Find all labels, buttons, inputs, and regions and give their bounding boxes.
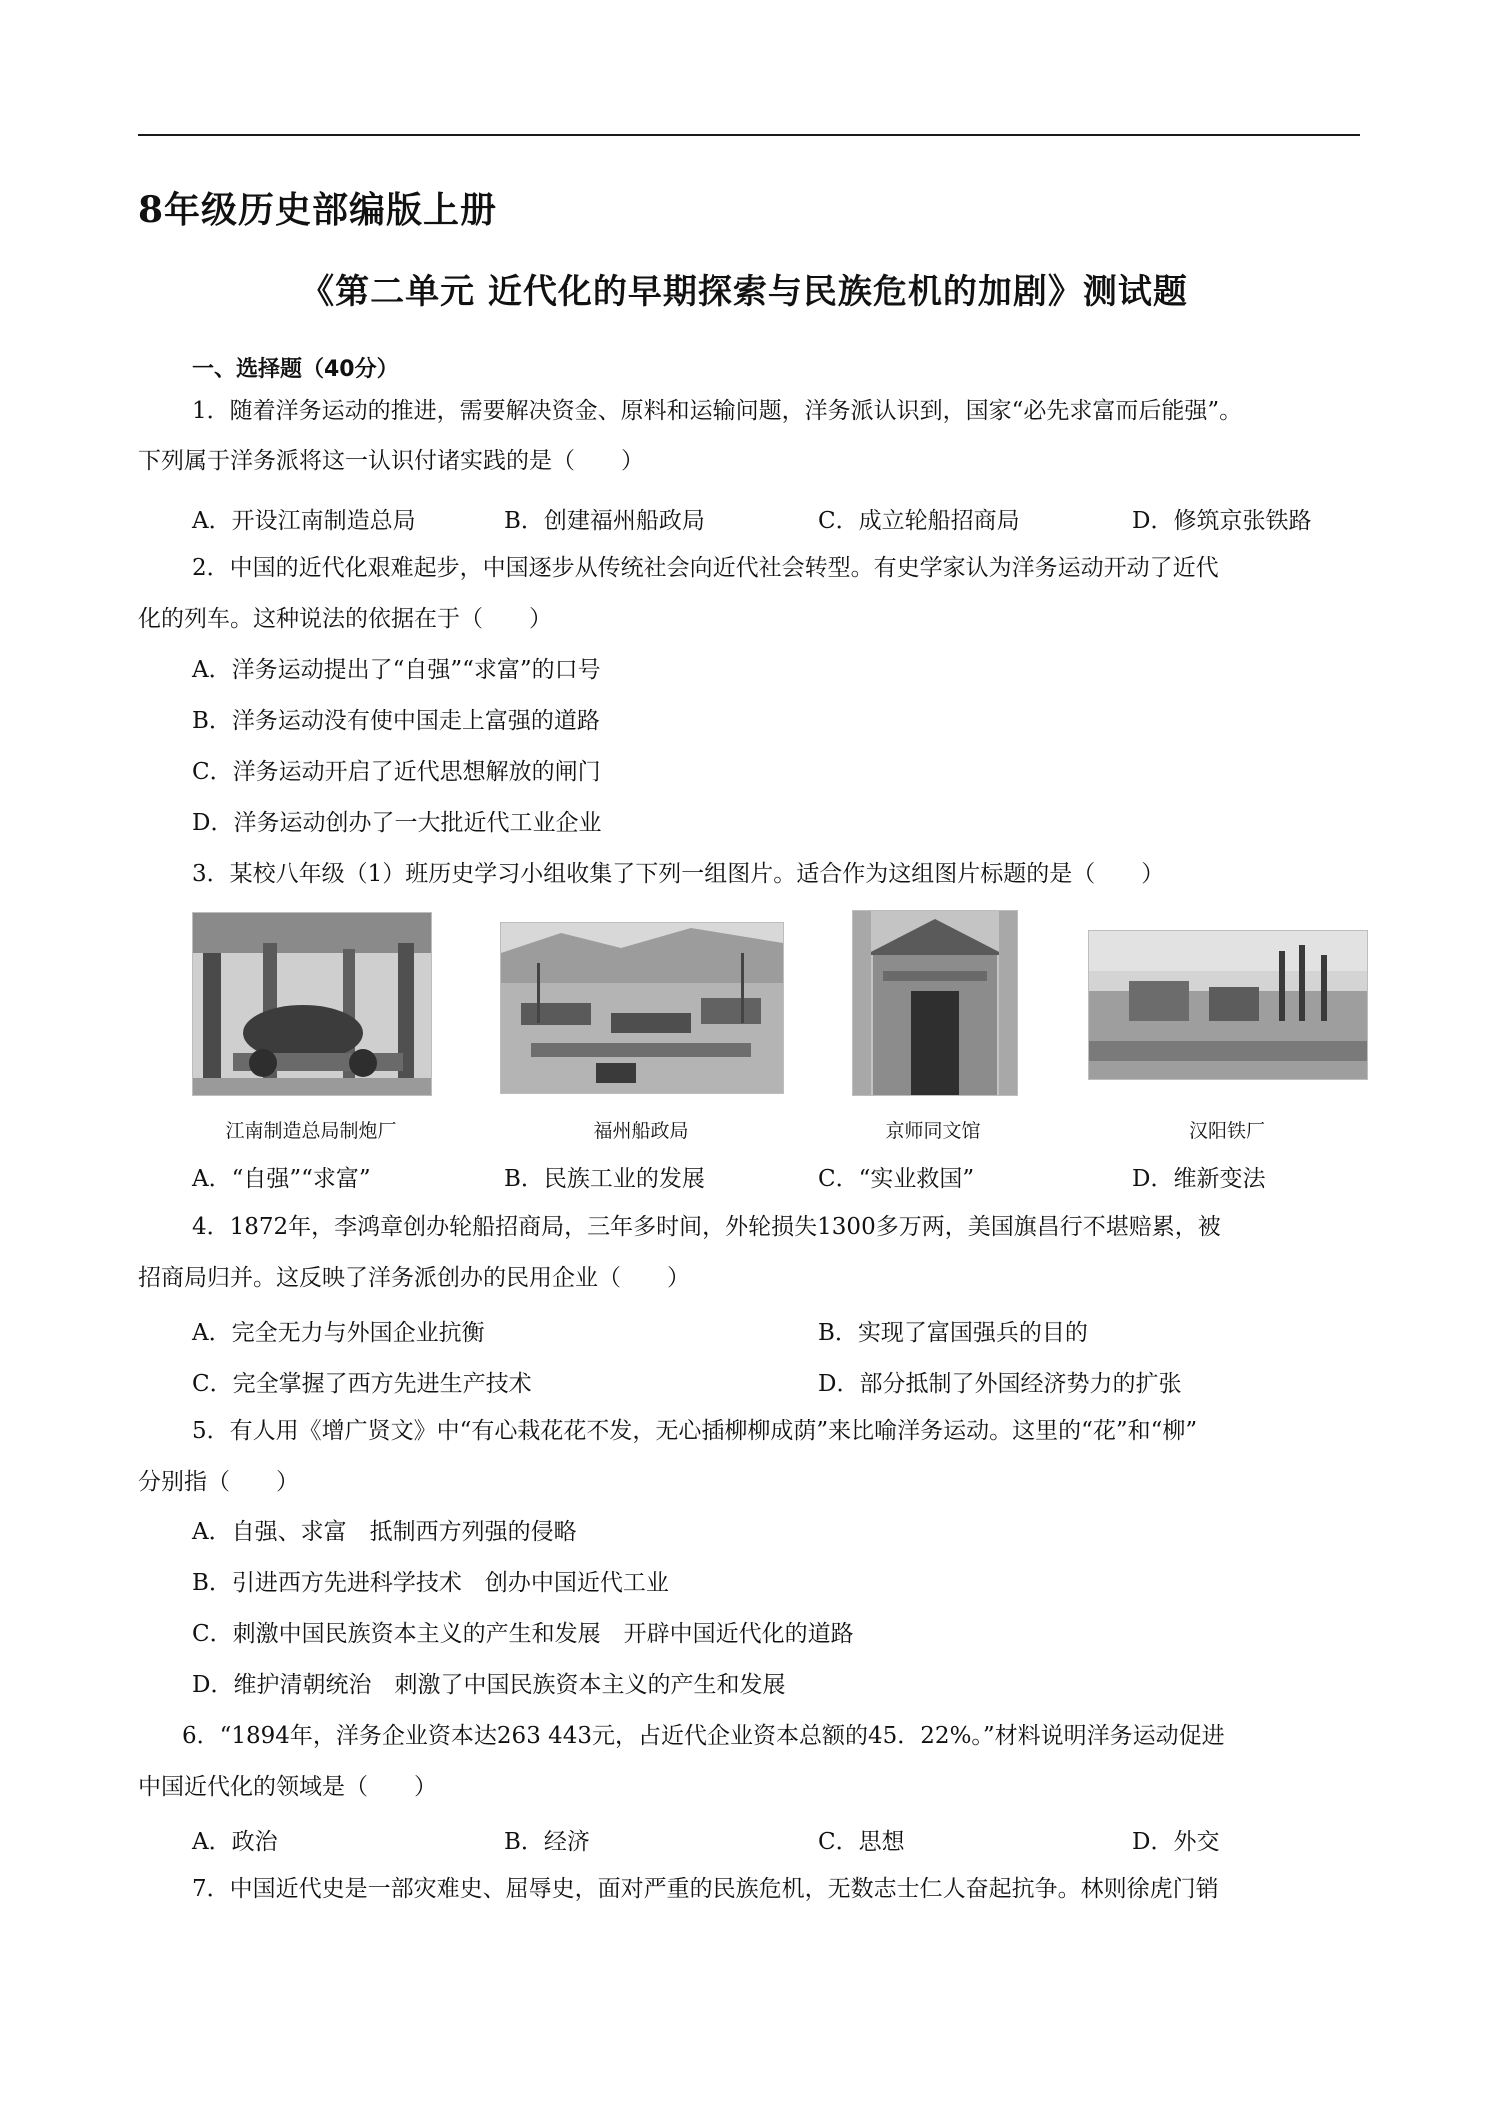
q4-option-a[interactable]: A．完全无力与外国企业抗衡	[192, 1320, 485, 1346]
caption-tongwenguan: 京师同文馆	[885, 1120, 981, 1142]
q4-option-b[interactable]: B．实现了富国强兵的目的	[818, 1320, 1088, 1346]
q1-option-a[interactable]: A．开设江南制造总局	[192, 508, 416, 534]
caption-hanyang-ironworks: 汉阳铁厂	[1188, 1120, 1265, 1142]
q5-stem-line1: 5．有人用《增广贤文》中“有心栽花花不发，无心插柳柳成荫”来比喻洋务运动。这里的“花”和“柳”	[192, 1418, 1198, 1444]
q4-stem-line1: 4．1872年，李鸿章创办轮船招商局，三年多时间，外轮损失1300多万两，美国旗昌行不堪赔累，被	[192, 1214, 1221, 1240]
photo-arsenal	[192, 912, 432, 1096]
q4-stem-line2: 招商局归并。这反映了洋务派创办的民用企业（ ）	[138, 1265, 690, 1291]
q1-option-b[interactable]: B．创建福州船政局	[504, 508, 705, 534]
q1-option-d[interactable]: D．修筑京张铁路	[1132, 508, 1312, 534]
q2-option-b[interactable]: B．洋务运动没有使中国走上富强的道路	[192, 708, 600, 734]
q5-option-d[interactable]: D．维护清朝统治 刺激了中国民族资本主义的产生和发展	[192, 1672, 786, 1698]
q3-option-b[interactable]: B．民族工业的发展	[504, 1166, 705, 1192]
caption-arsenal: 江南制造总局制炮厂	[225, 1120, 397, 1142]
photo-tongwenguan	[852, 910, 1018, 1096]
q3-option-a[interactable]: A．“自强”“求富”	[192, 1166, 371, 1192]
q3-option-c[interactable]: C．“实业救国”	[818, 1166, 975, 1192]
q6-option-a[interactable]: A．政治	[192, 1829, 278, 1855]
q5-option-b[interactable]: B．引进西方先进科学技术 创办中国近代工业	[192, 1570, 669, 1596]
q3-option-d[interactable]: D．维新变法	[1132, 1166, 1266, 1192]
photo-hanyang-ironworks	[1088, 930, 1368, 1080]
q7-stem-line1: 7．中国近代史是一部灾难史、屈辱史，面对严重的民族危机，无数志士仁人奋起抗争。林则徐虎门销	[192, 1876, 1219, 1902]
q4-option-d[interactable]: D．部分抵制了外国经济势力的扩张	[818, 1371, 1182, 1397]
q1-option-c[interactable]: C．成立轮船招商局	[818, 508, 1020, 534]
q2-option-d[interactable]: D．洋务运动创办了一大批近代工业企业	[192, 810, 602, 836]
photo-shipyard	[500, 922, 784, 1094]
q3-stem-line1: 3．某校八年级（1）班历史学习小组收集了下列一组图片。适合作为这组图片标题的是（ ）	[192, 861, 1165, 887]
page-title: 《第二单元 近代化的早期探索与民族危机的加剧》测试题	[300, 272, 1188, 312]
q2-stem-line1: 2．中国的近代化艰难起步，中国逐步从传统社会向近代社会转型。有史学家认为洋务运动开动了近代	[192, 555, 1219, 581]
caption-shipyard: 福州船政局	[593, 1120, 689, 1142]
q5-option-a[interactable]: A．自强、求富 抵制西方列强的侵略	[192, 1519, 577, 1545]
q5-option-c[interactable]: C．刺激中国民族资本主义的产生和发展 开辟中国近代化的道路	[192, 1621, 854, 1647]
q5-stem-line2: 分别指（ ）	[138, 1469, 299, 1495]
q6-option-d[interactable]: D．外交	[1132, 1829, 1220, 1855]
header-rule	[138, 134, 1360, 136]
q6-option-c[interactable]: C．思想	[818, 1829, 905, 1855]
q4-option-c[interactable]: C．完全掌握了西方先进生产技术	[192, 1371, 532, 1397]
q1-stem-line2: 下列属于洋务派将这一认识付诸实践的是（ ）	[138, 448, 644, 474]
q2-option-c[interactable]: C．洋务运动开启了近代思想解放的闸门	[192, 759, 601, 785]
q6-stem-line1: 6．“1894年，洋务企业资本达263 443元，占近代企业资本总额的45．22%。”材料说明洋务运动促进	[182, 1723, 1225, 1749]
q6-stem-line2: 中国近代化的领域是（ ）	[138, 1774, 437, 1800]
q2-option-a[interactable]: A．洋务运动提出了“自强”“求富”的口号	[192, 657, 601, 683]
grade-label: 8年级历史部编版上册	[138, 189, 498, 231]
q1-stem-line1: 1．随着洋务运动的推进，需要解决资金、原料和运输问题，洋务派认识到，国家“必先求富而后能强”。	[192, 398, 1243, 424]
q2-stem-line2: 化的列车。这种说法的依据在于（ ）	[138, 606, 552, 632]
section-heading: 一、选择题（40分）	[192, 357, 399, 382]
q6-option-b[interactable]: B．经济	[504, 1829, 590, 1855]
